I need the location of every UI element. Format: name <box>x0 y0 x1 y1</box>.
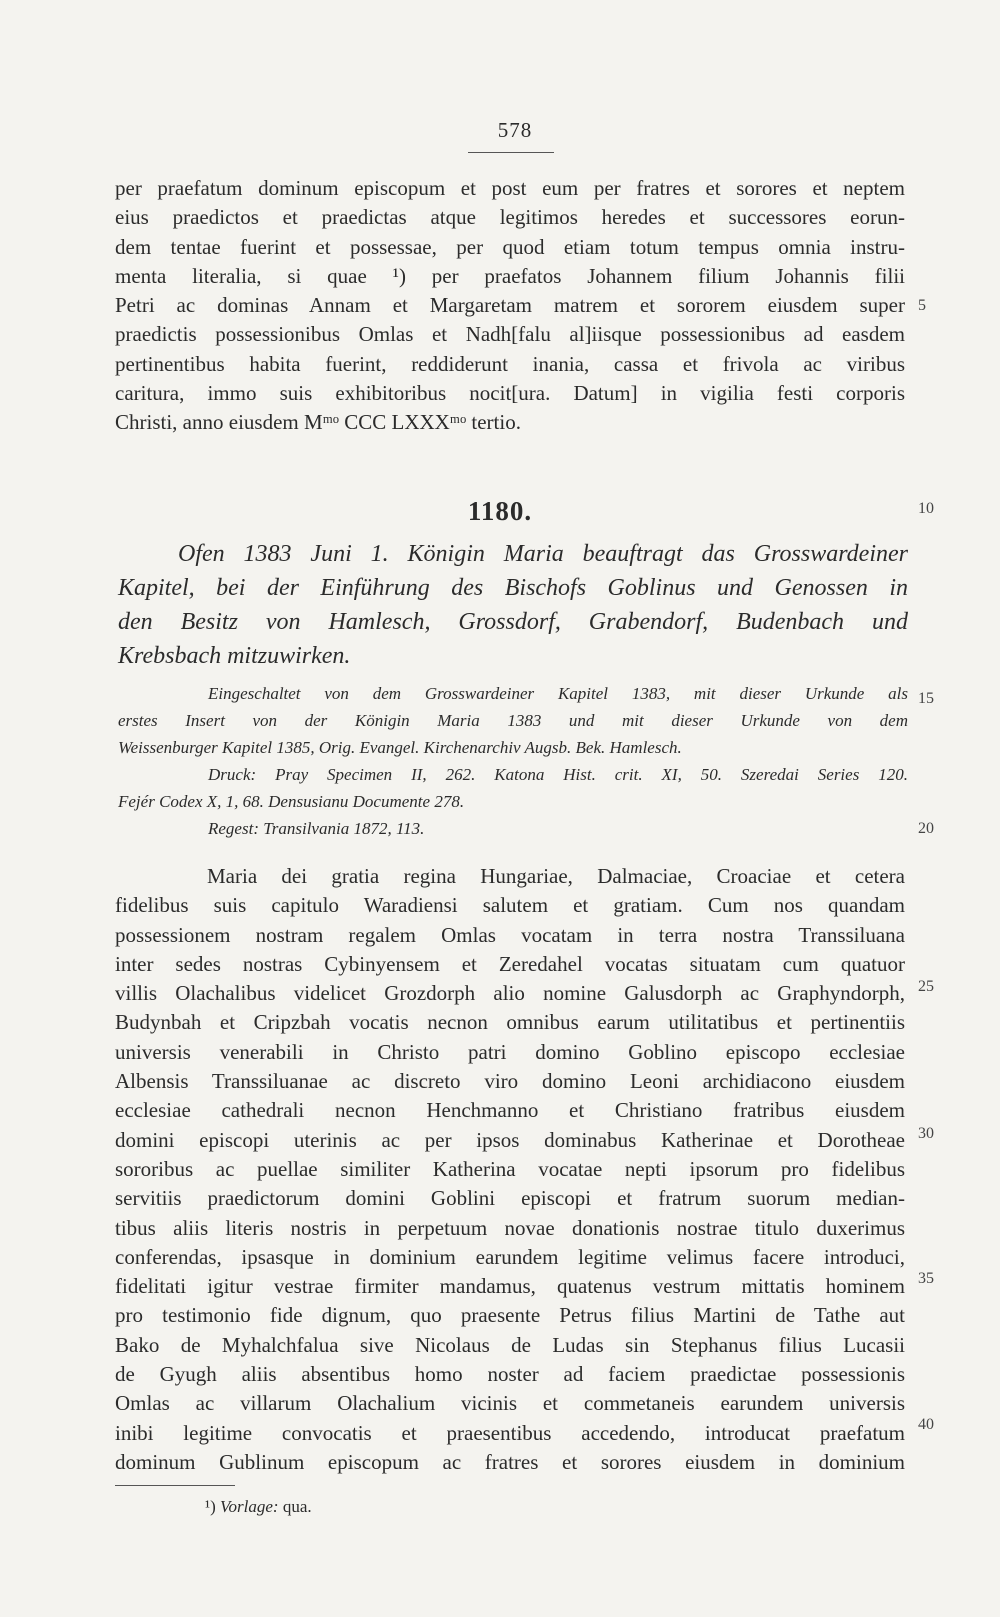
text-line: Petri ac dominas Annam et Margaretam matrem et sororem eiusdem super <box>115 293 905 318</box>
text-line: inter sedes nostras Cybinyensem et Zeredahel vocatas situatam cum quatuor <box>115 951 905 976</box>
text-line: Albensis Transsiluanae ac discreto viro domino Leoni archidiacono eiusdem <box>115 1069 905 1094</box>
footnote <box>205 1497 312 1517</box>
text-line: villis Olachalibus videlicet Grozdorph alio nomine Galusdorph ac Graphyndorph, <box>115 981 905 1006</box>
footnote-text: qua. <box>282 1497 312 1516</box>
text-line: praedictis possessionibus Omlas et Nadh[falu al]iisque possessionibus ad easdem <box>115 322 905 347</box>
text-line: pertinentibus habita fuerint, reddiderunt inania, cassa et frivola ac viribus <box>115 351 905 376</box>
text-line: dominum Gublinum episcopum ac fratres et sorores eiusdem in dominium <box>115 1449 905 1474</box>
text-line: universis venerabili in Christo patri domino Goblino episcopo ecclesiae <box>115 1039 905 1064</box>
margin-line-number: 15 <box>918 690 934 707</box>
regest-line: Kapitel, bei der Einführung des Bischofs Goblinus und Genossen in <box>118 575 908 601</box>
footnote-marker: ¹) <box>205 1497 216 1516</box>
text-line: eius praedictos et praedictas atque legitimos heredes et successores eorun- <box>115 205 905 230</box>
text-line: Christi, anno eiusdem Mᵐᵒ CCC LXXXᵐᵒ tertio. <box>115 410 521 435</box>
text-line: conferendas, ipsasque in dominium earundem legitime velimus facere introduci, <box>115 1244 905 1269</box>
document-number: 1180. <box>467 496 533 526</box>
text-line: dem tentae fuerint et possessae, per quod etiam totum tempus omnia instru- <box>115 234 905 259</box>
note-line: Fejér Codex X, 1, 68. Densusianu Documente 278. <box>118 792 465 811</box>
text-line: caritura, immo suis exhibitoribus nocit[ura. Datum] in vigilia festi corporis <box>115 381 905 406</box>
note-line: Eingeschaltet von dem Grosswardeiner Kapitel 1383, mit dieser Urkunde als <box>208 684 908 703</box>
text-line: de Gyugh aliis absentibus homo noster ad faciem praedictae possessionis <box>115 1362 905 1387</box>
text-line: fidelibus suis capitulo Waradiensi salutem et gratiam. Cum nos quandam <box>115 893 905 918</box>
note-line: erstes Insert von der Königin Maria 1383 und mit dieser Urkunde von dem <box>118 711 908 730</box>
notes <box>118 680 908 842</box>
text-line: per praefatum dominum episcopum et post eum per fratres et sorores et neptem <box>115 176 905 200</box>
regest <box>118 537 908 673</box>
margin-line-number: 35 <box>918 1270 934 1287</box>
footnote-rule <box>115 1485 235 1486</box>
text-line: menta literalia, si quae ¹) per praefatos Johannem filium Johannis filii <box>115 263 905 288</box>
text-line: inibi legitime convocatis et praesentibus accedendo, introducat praefatum <box>115 1420 905 1445</box>
main-paragraph <box>115 862 905 1477</box>
margin-line-number: 40 <box>918 1416 934 1433</box>
page-number-rule <box>468 152 554 153</box>
margin-line-number: 25 <box>918 978 934 995</box>
text-line: tibus aliis literis nostris in perpetuum novae donationis nostrae titulo duxerimus <box>115 1215 905 1240</box>
regest-line: den Besitz von Hamlesch, Grossdorf, Grabendorf, Budenbach und <box>118 609 908 635</box>
text-line: pro testimonio fide dignum, quo praesente Petrus filius Martini de Tathe aut <box>115 1303 905 1328</box>
text-line: Budynbah et Cripzbah vocatis necnon omnibus earum utilitatibus et pertinentiis <box>115 1010 905 1035</box>
text-line: possessionem nostram regalem Omlas vocatam in terra nostra Transsiluana <box>115 922 905 947</box>
margin-line-number: 30 <box>918 1125 934 1142</box>
regest-line: Krebsbach mitzuwirken. <box>118 643 351 669</box>
text-line: Maria dei gratia regina Hungariae, Dalmaciae, Croaciae et cetera <box>207 864 905 888</box>
margin-line-number: 10 <box>918 500 934 517</box>
page-number: 578 <box>497 118 533 142</box>
note-line: Weissenburger Kapitel 1385, Orig. Evangel. Kirchenarchiv Augsb. Bek. Hamlesch. <box>118 738 682 757</box>
text-line: Bako de Myhalchfalua sive Nicolaus de Ludas sin Stephanus filius Lucasii <box>115 1332 905 1357</box>
note-line: Regest: Transilvania 1872, 113. <box>208 819 425 838</box>
top-paragraph <box>115 174 905 438</box>
text-line: sororibus ac puellae similiter Katherina vocatae nepti ipsorum pro fidelibus <box>115 1156 905 1181</box>
text-line: servitiis praedictorum domini Goblini episcopi et fratrum suorum median- <box>115 1186 905 1211</box>
margin-line-number: 20 <box>918 820 934 837</box>
text-line: domini episcopi uterinis ac per ipsos dominabus Katherinae et Dorotheae <box>115 1127 905 1152</box>
text-line: fidelitati igitur vestrae firmiter mandamus, quatenus vestrum mittatis hominem <box>115 1274 905 1299</box>
text-line: Omlas ac villarum Olachalium vicinis et commetaneis earundem universis <box>115 1391 905 1416</box>
margin-line-number: 5 <box>918 297 926 314</box>
text-line: ecclesiae cathedrali necnon Henchmanno et Christiano fratribus eiusdem <box>115 1098 905 1123</box>
regest-line: Ofen 1383 Juni 1. Königin Maria beauftragt das Grosswardeiner <box>178 541 908 567</box>
footnote-label: Vorlage: <box>220 1497 279 1516</box>
note-line: Druck: Pray Specimen II, 262. Katona Hist. crit. XI, 50. Szeredai Series 120. <box>208 765 908 784</box>
